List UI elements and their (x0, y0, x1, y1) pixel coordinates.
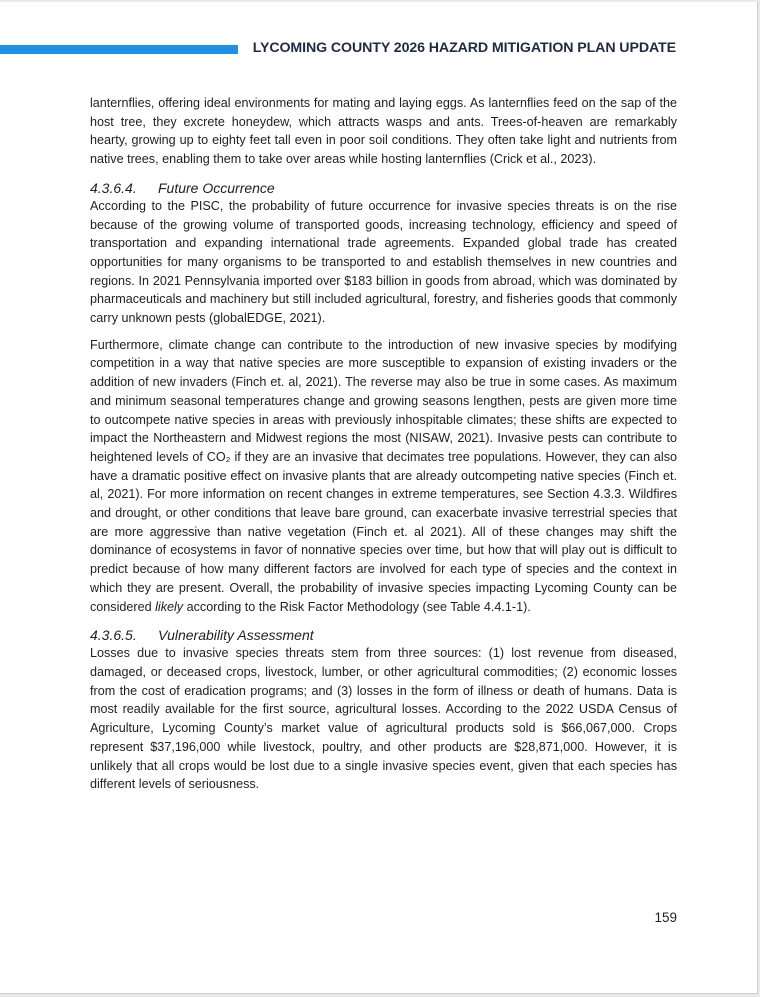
future-occurrence-paragraph-2 (90, 336, 677, 617)
paragraph-text: according to the Risk Factor Methodology (see Table 4.4.1-1). (183, 599, 531, 614)
page-number: 159 (654, 910, 677, 925)
vulnerability-paragraph-1: Losses due to invasive species threats stem from three sources: (1) lost revenue from diseased, damaged, or deceased crops, livestock, lumber, or other agricultural commodities; (2) economic losses from the cost of eradication programs; and (3) losses in the form of illness or death of humans. Data is most readily available for the first source, agricultural losses. According to the 2022 USDA Census of Agriculture, Lycoming County’s market value of agricultural products sold is $66,067,000. Crops represent $37,196,000 while livestock, poultry, and other products are $28,871,000. However, it is unlikely that all crops would be lost due to a single invasive species event, given that each species has different levels of seriousness. (90, 646, 677, 792)
future-occurrence-paragraph-1: According to the PISC, the probability of future occurrence for invasive species threats is on the rise because of the growing volume of transported goods, increasing technology, efficiency and speed of transportation and expanding international trade agreements. Expanded global trade has created opportunities for many organisms to be transported to and establish themselves in new countries and regions. In 2021 Pennsylvania imported over $183 billion in goods from abroad, which was dominated by pharmaceuticals and machinery but still included agricultural, forestry, and fisheries goods that commonly carry unknown pests (globalEDGE, 2021). (90, 198, 677, 326)
header-accent-bar (0, 45, 238, 54)
section-title: Vulnerability Assessment (158, 627, 314, 644)
page-content (90, 94, 677, 794)
section-heading-vulnerability-assessment (90, 626, 677, 644)
paragraph-text: Furthermore, climate change can contribute to the introduction of new invasive species by modifying competition in a way that native species are more susceptible to expansion of existing invaders or the addition of new invaders (Finch et. al, 2021). The reverse may also be true in some cases. As maximum and minimum seasonal temperatures change and growing seasons lengthen, pests are given more time to outcompete native species in areas with previously inhospitable climates; these shifts are expected to impact the Northeastern and Midwest regions the most (NISAW, 2021). Invasive pests can contribute to heightened levels of CO₂ if they are an invasive that decimates tree populations. However, they can also have a dramatic positive effect on invasive plants that are already outcompeting native species (Finch et. al, 2021). For more information on recent changes in extreme temperatures, see Section 4.3.3. Wildfires and drought, or other conditions that leave bare ground, can exacerbate invasive terrestrial species that are more aggressive than native vegetation (Finch et. al 2021). All of these changes may shift the dominance of ecosystems in favor of nonnative species over time, but how that will play out is difficult to predict because of how many different factors are involved for each type of species and the context in which they are present. Overall, the probability of invasive species impacting Lycoming County can be considered (90, 337, 677, 614)
emphasis-likely: likely (155, 599, 184, 614)
section-heading-future-occurrence (90, 179, 677, 197)
section-number: 4.3.6.4. (90, 179, 137, 196)
document-header-title: LYCOMING COUNTY 2026 HAZARD MITIGATION PLAN UPDATE (252, 40, 676, 56)
section-title: Future Occurrence (158, 179, 275, 196)
document-page (0, 2, 758, 994)
section-number: 4.3.6.5. (90, 627, 137, 644)
intro-paragraph: lanternflies, offering ideal environments for mating and laying eggs. As lanternflies feed on the sap of the host tree, they excrete honeydew, which attracts wasps and ants. Trees-of-heaven are remarkably hearty, growing up to eighty feet tall even in poor soil conditions. They often take light and nutrients from native trees, enabling them to take over areas while hosting lanternflies (Crick et al., 2023). (90, 96, 677, 167)
